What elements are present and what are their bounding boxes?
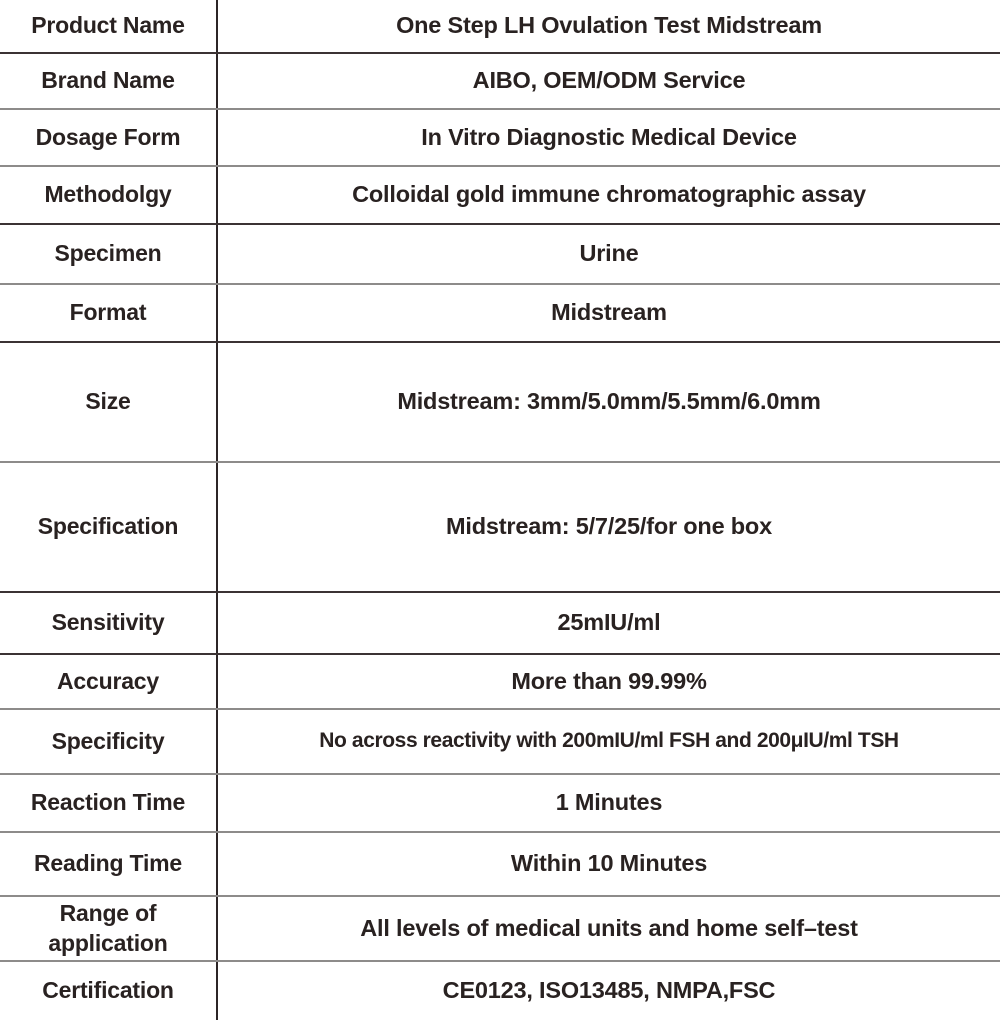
table-row [0, 593, 1000, 655]
row-label: Product Name [0, 0, 218, 52]
row-label: Specificity [0, 710, 218, 773]
table-row [0, 463, 1000, 593]
row-value: AIBO, OEM/ODM Service [472, 67, 746, 94]
row-label: Sensitivity [0, 593, 218, 653]
row-label: Specification [0, 463, 218, 591]
row-value: Within 10 Minutes [510, 850, 708, 877]
table-row [0, 833, 1000, 897]
row-value: Midstream: 3mm/5.0mm/5.5mm/6.0mm [397, 388, 821, 415]
row-label: Certification [0, 962, 218, 1020]
row-label: Dosage Form [0, 110, 218, 165]
row-value: CE0123, ISO13485, NMPA,FSC [442, 977, 776, 1004]
row-label: Specimen [0, 225, 218, 283]
table-row [0, 54, 1000, 110]
table-row [0, 343, 1000, 463]
row-value: One Step LH Ovulation Test Midstream [396, 12, 822, 39]
table-row [0, 0, 1000, 54]
table-row [0, 897, 1000, 962]
table-row [0, 225, 1000, 285]
table-row [0, 110, 1000, 167]
row-value: All levels of medical units and home self–test [360, 914, 858, 941]
table-row [0, 962, 1000, 1020]
table-row [0, 655, 1000, 710]
table-row [0, 710, 1000, 775]
row-label: Accuracy [0, 655, 218, 708]
table-row [0, 285, 1000, 343]
row-value: Colloidal gold immune chromatographic assay [352, 181, 866, 208]
row-value: Midstream: 5/7/25/for one box [446, 513, 772, 540]
row-label: Methodolgy [0, 167, 218, 223]
row-label: Range of application [0, 897, 218, 960]
row-value: 25mIU/ml [557, 609, 661, 636]
row-value: No across reactivity with 200mIU/ml FSH and 200μIU/ml TSH [319, 729, 899, 753]
row-label: Size [0, 343, 218, 461]
row-value: Urine [579, 240, 639, 267]
row-label: Reading Time [0, 833, 218, 895]
table-row [0, 775, 1000, 833]
table-row [0, 167, 1000, 225]
row-label: Reaction Time [0, 775, 218, 831]
row-label: Format [0, 285, 218, 341]
row-label: Brand Name [0, 54, 218, 108]
row-value: More than 99.99% [511, 667, 707, 694]
row-value: Midstream [551, 299, 667, 326]
row-value: In Vitro Diagnostic Medical Device [421, 123, 797, 150]
row-value: 1 Minutes [555, 789, 663, 816]
